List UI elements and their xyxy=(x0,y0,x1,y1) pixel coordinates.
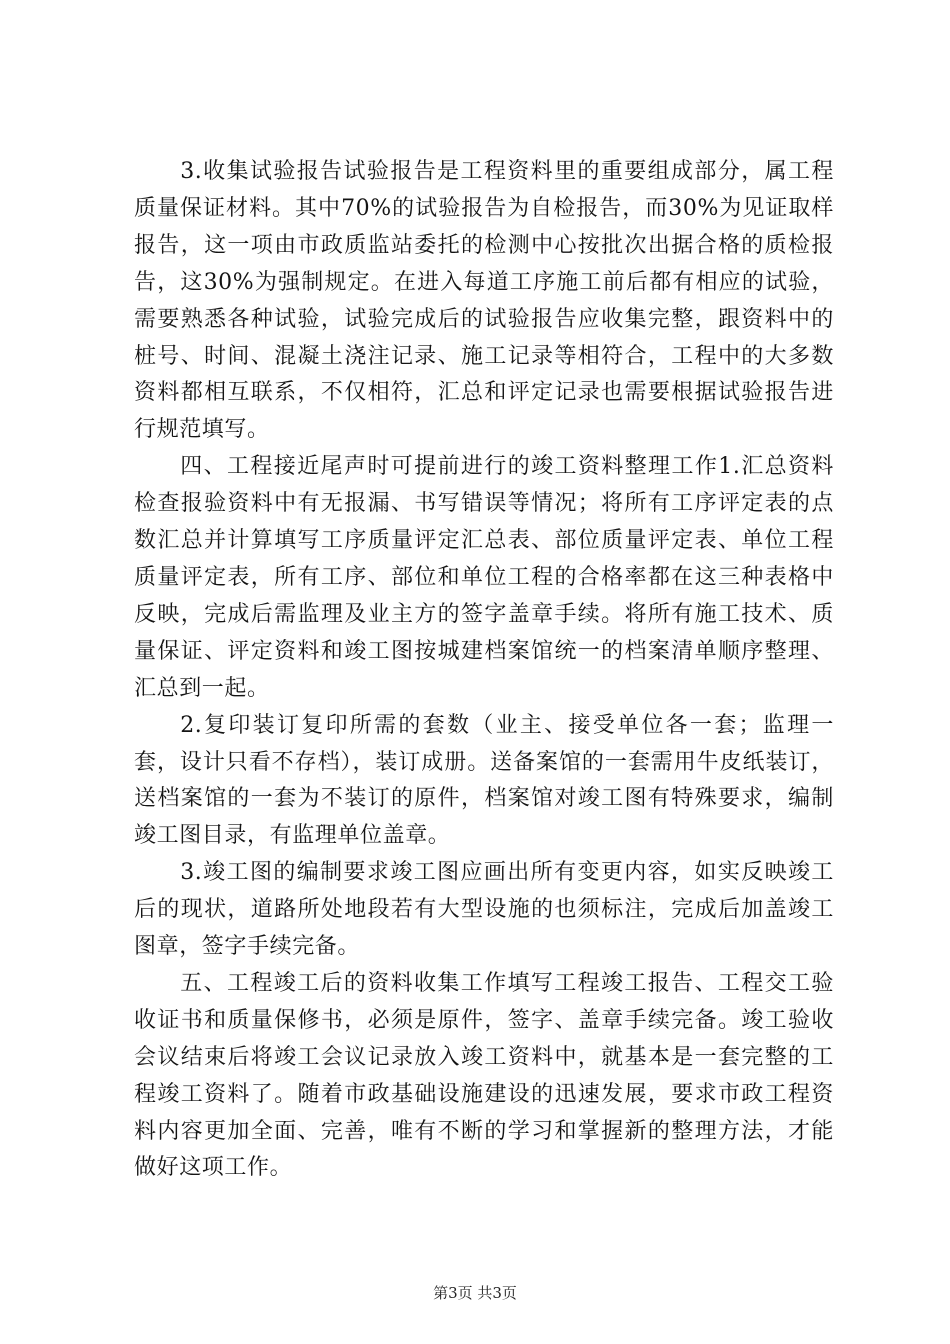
page-footer xyxy=(0,1282,950,1303)
paragraph-test-reports: 3.收集试验报告试验报告是工程资料里的重要组成部分，属工程质量保证材料。其中70%的试验报告为自检报告，而30%为见证取样报告，这一项由市政质监站委托的检测中心按批次出据合格的质检报告，这30%为强制规定。在进入每道工序施工前后都有相应的试验，需要熟悉各种试验，试验完成后的试验报告应收集完整，跟资料中的桩号、时间、混凝土浇注记录、施工记录等相符合，工程中的大多数资料都相互联系，不仅相符，汇总和评定记录也需要根据试验报告进行规范填写。 xyxy=(134,159,834,443)
paragraph-copy-binding: 2.复印装订复印所需的套数（业主、接受单位各一套；监理一套，设计只看不存档），装订成册。送备案馆的一套需用牛皮纸装订，送档案馆的一套为不装订的原件，档案馆对竣工图有特殊要求，编制竣工图目录，有监理单位盖章。 xyxy=(134,712,834,849)
paragraph-section-four: 四、工程接近尾声时可提前进行的竣工资料整理工作1.汇总资料检查报验资料中有无报漏、书写错误等情况；将所有工序评定表的点数汇总并计算填写工序质量评定汇总表、部位质量评定表、单位工程质量评定表，所有工序、部位和单位工程的合格率都在这三种表格中反映，完成后需监理及业主方的签字盖章手续。将所有施工技术、质量保证、评定资料和竣工图按城建档案馆统一的档案清单顺序整理、汇总到一起。 xyxy=(134,454,834,701)
paragraph-as-built-drawings: 3.竣工图的编制要求竣工图应画出所有变更内容，如实反映竣工后的现状，道路所处地段若有大型设施的也须标注，完成后加盖竣工图章，签字手续完备。 xyxy=(134,860,834,960)
paragraph-section-five: 五、工程竣工后的资料收集工作填写工程竣工报告、工程交工验收证书和质量保修书，必须是原件，签字、盖章手续完备。竣工验收会议结束后将竣工会议记录放入竣工资料中，就基本是一套完整的工程竣工资料了。随着市政基础设施建设的迅速发展，要求市政工程资料内容更加全面、完善，唯有不断的学习和掌握新的整理方法，才能做好这项工作。 xyxy=(134,970,834,1181)
page-number: 第3页 共3页 xyxy=(433,1284,517,1302)
document-body xyxy=(134,154,834,1187)
